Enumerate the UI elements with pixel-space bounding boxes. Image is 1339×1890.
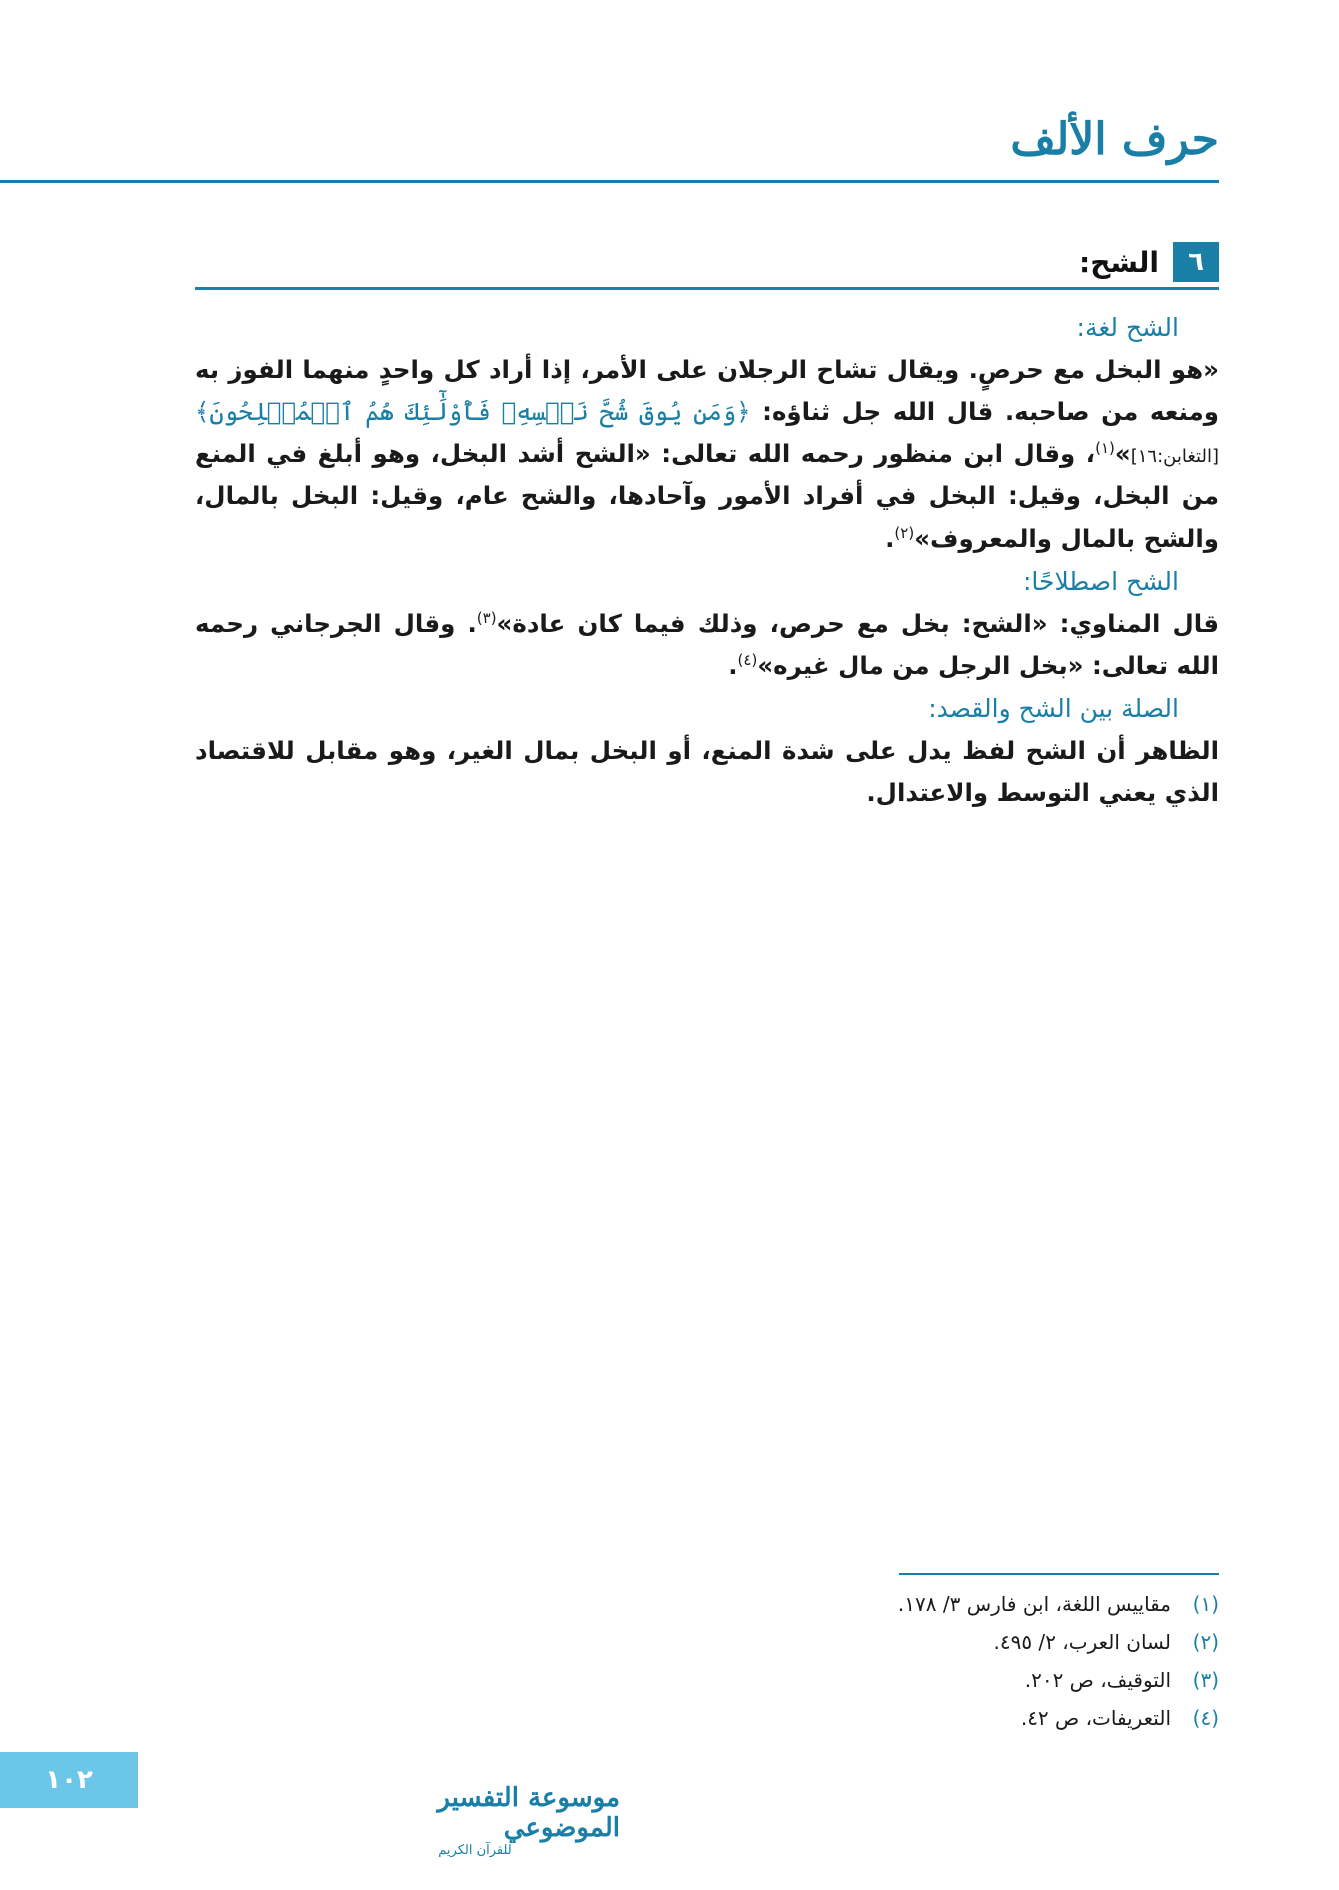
page-number: ١٠٢: [45, 1765, 93, 1795]
footnote-item: [519, 1623, 1219, 1661]
section-rule: [195, 287, 1219, 290]
subheading-lang: الشح لغة:: [1076, 313, 1179, 342]
text-term-2: . وقال الجرجاني رحمه الله تعالى: «بخل الرجل من مال غيره»: [195, 608, 1219, 680]
footnote-item: [519, 1699, 1219, 1737]
logo-sub-text: للقرآن الكريم: [438, 1842, 512, 1858]
footnote-number: (٤): [1192, 1706, 1219, 1730]
footnote-text: لسان العرب، ٢/ ٤٩٥.: [993, 1630, 1171, 1654]
footnote-number: (٢): [1192, 1630, 1219, 1654]
footnote-number: (٣): [1192, 1668, 1219, 1692]
quran-verse: ﴿وَمَن يُوقَ شُحَّ نَفۡسِهِۦ فَأُوْلَٰٓئِكَ هُمُ ٱلۡمُفۡلِحُونَ﴾: [195, 397, 751, 427]
subheading-relation: الصلة بين الشح والقصد:: [928, 693, 1179, 723]
footnote-ref-3[interactable]: (٣): [476, 608, 497, 627]
footnote-item: [519, 1661, 1219, 1699]
verse-reference: [التغابن:١٦]: [1130, 446, 1219, 468]
header-rule: [0, 180, 1219, 183]
section-heading: [195, 242, 1219, 282]
quote-close: »: [1114, 439, 1131, 469]
encyclopedia-logo: [330, 1782, 620, 1858]
main-content: [195, 306, 1219, 814]
page-number-tab: [0, 1752, 138, 1808]
paragraph-term: [195, 603, 1219, 687]
footnote-text: التوقيف، ص ٢٠٢.: [1024, 1668, 1171, 1692]
footnote-list: [519, 1585, 1219, 1737]
logo-main-text: موسوعة التفسير الموضوعي: [437, 1782, 620, 1843]
subheading-term: الشح اصطلاحًا:: [1022, 566, 1179, 596]
paragraph-relation: الظاهر أن الشح لفظ يدل على شدة المنع، أو البخل بمال الغير، وهو مقابل للاقتصاد الذي يعني التوسط والاعتدال.: [195, 735, 1219, 807]
text-term-1: قال المناوي: «الشح: بخل مع حرص، وذلك فيما كان عادة»: [496, 608, 1219, 638]
text-term-end: .: [728, 650, 738, 680]
footnote-text: التعريفات، ص ٤٢.: [1020, 1706, 1171, 1730]
footnote-ref-1[interactable]: (١): [1095, 439, 1115, 458]
section-title: الشح:: [1079, 245, 1159, 279]
footnote-ref-4[interactable]: (٤): [737, 650, 758, 669]
footnote-text: مقاييس اللغة، ابن فارس ٣/ ١٧٨.: [897, 1592, 1171, 1616]
footnote-item: [519, 1585, 1219, 1623]
footnote-number: (١): [1192, 1592, 1219, 1616]
text-lang-1: «هو البخل مع حرصٍ. ويقال تشاح الرجلان على الأمر، إذا أراد كل واحدٍ منهما الفوز به ومنعه من صاحبه. قال الله جل ثناؤه:: [195, 355, 1220, 427]
footnote-rule: [899, 1573, 1219, 1575]
text-lang-2: ، وقال ابن منظور رحمه الله تعالى: «الشح أشد البخل، وهو أبلغ في المنع من البخل، وقيل: البخل في أفراد الأمور وآحادها، والشح عام، وقيل: البخل بالمال، والشح بالمال والمعروف»: [195, 439, 1219, 553]
chapter-title: حرف الألف: [1010, 114, 1219, 165]
text-lang-end: .: [885, 523, 895, 553]
footnote-ref-2[interactable]: (٢): [894, 523, 915, 542]
section-number-badge: ٦: [1173, 242, 1219, 282]
paragraph-lang: [195, 349, 1219, 560]
